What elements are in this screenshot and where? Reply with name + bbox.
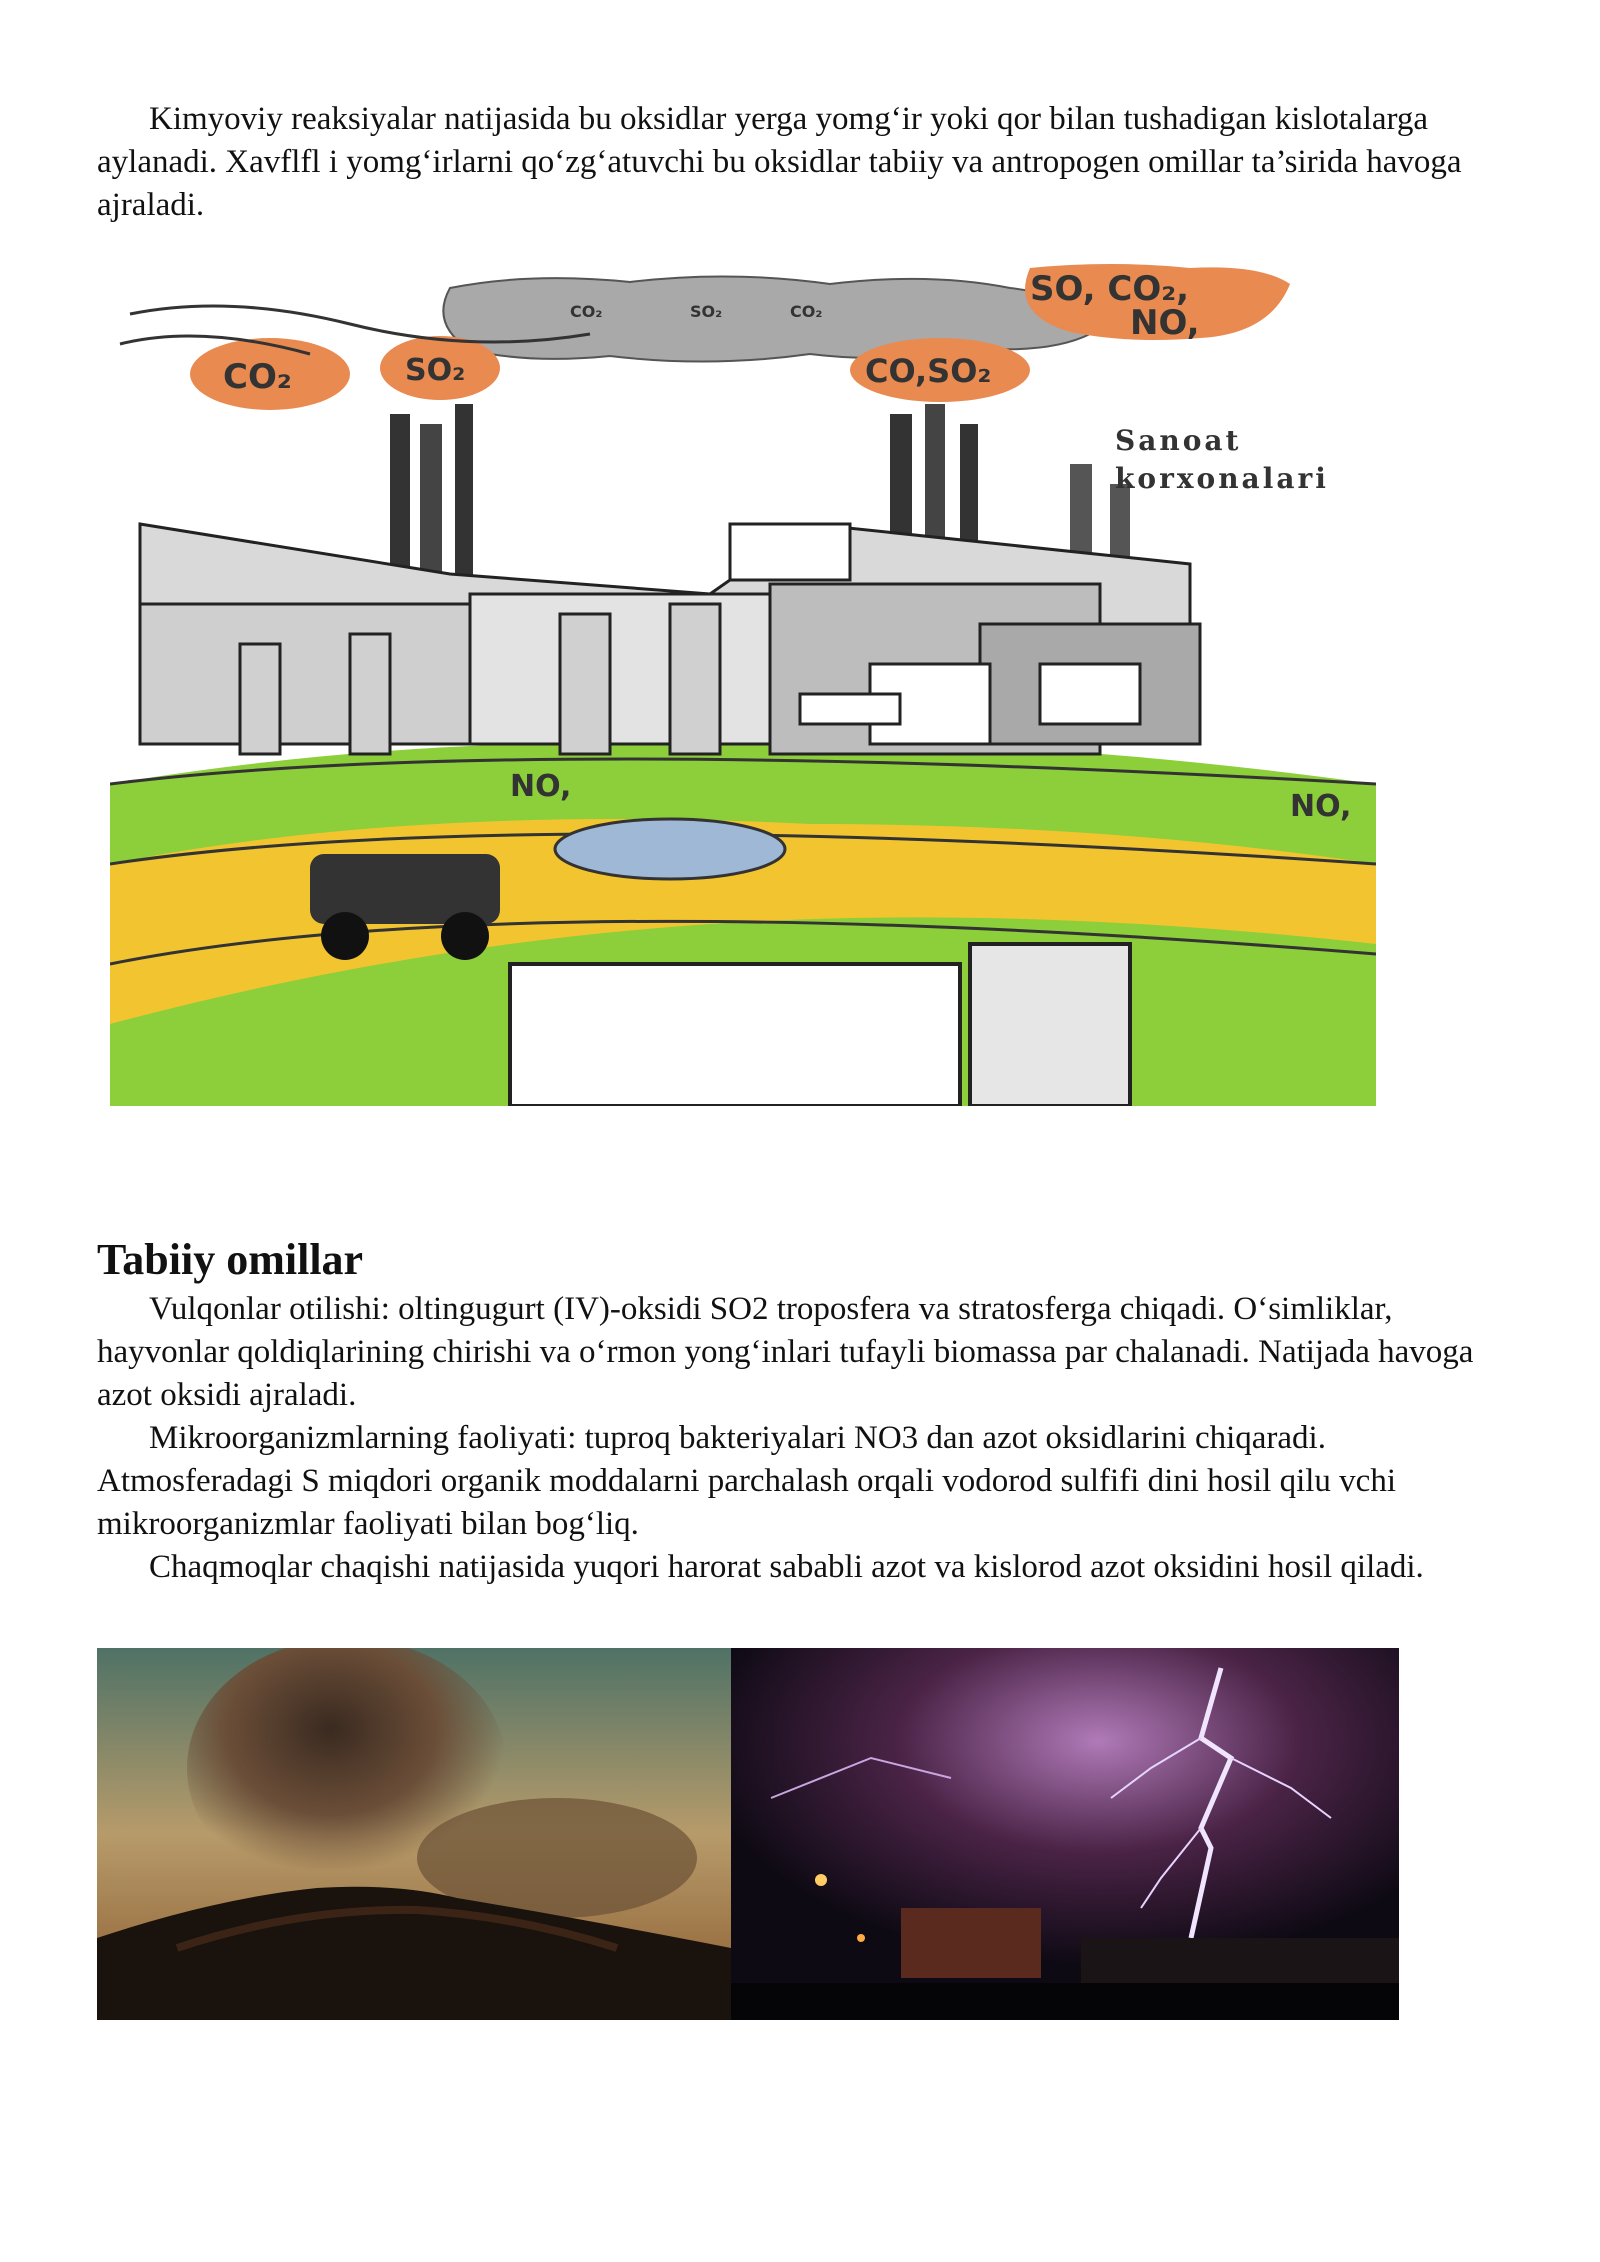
label-no-road-left: NO,: [510, 769, 572, 804]
volcano-paragraph: Vulqonlar otilishi: oltingugurt (IV)-oksidi SO2 troposfera va stratosferga chiqadi. O‘simliklar, hayvonlar qoldiqlarining chirishi va o‘rmon yong‘inlari tufayli biomassa par chalanadi. Natijada havoga azot oksidi ajraladi.: [97, 1291, 1474, 1413]
industry-svg: [110, 264, 1376, 1106]
label-top-right-line1: SO, CO₂,: [1030, 269, 1190, 309]
label-coso2-center: CO,SO₂: [865, 352, 992, 390]
cloud-label-1: CO₂: [570, 302, 603, 321]
cloud-label-3: CO₂: [790, 302, 823, 321]
volcano-svg: [97, 1648, 731, 2020]
label-so2-left: SO₂: [405, 353, 466, 388]
lightning-photo: [731, 1648, 1399, 2020]
caption-line1: Sanoat: [1115, 424, 1242, 457]
label-top-right-line2: NO,: [1130, 303, 1200, 343]
lightning-paragraph: Chaqmoqlar chaqishi natijasida yuqori harorat sababli azot va kislorod azot oksidini hosil qiladi.: [149, 1549, 1424, 1585]
label-no-road-right: NO,: [1290, 789, 1352, 824]
cloud-label-2: SO₂: [690, 302, 723, 321]
microbes-paragraph: Mikroorganizmlarning faoliyati: tuproq bakteriyalari NO3 dan azot oksidlarini chiqaradi. Atmosferadagi S miqdori organik moddalarni parchalash orqali vodorod sulfifi dini hosil qilu vchi mikroorganizmlar faoliyati bilan bog‘liq.: [97, 1420, 1396, 1542]
intro-paragraph: Kimyoviy reaksiyalar natijasida bu oksidlar yerga yomg‘ir yoki qor bilan tushadigan kislotalarga aylanadi. Xavflfl i yomg‘irlarni qo‘zg‘atuvchi bu oksidlar tabiiy va antropogen omillar ta’sirida havoga ajraladi.: [97, 101, 1462, 223]
label-co2-left: CO₂: [223, 357, 292, 397]
volcano-photo: [97, 1648, 731, 2020]
section-heading: Tabiiy omillar: [97, 1235, 364, 1284]
industry-illustration: [110, 264, 1376, 1106]
caption-line2: korxonalari: [1115, 462, 1329, 495]
lightning-svg: [731, 1648, 1399, 2020]
